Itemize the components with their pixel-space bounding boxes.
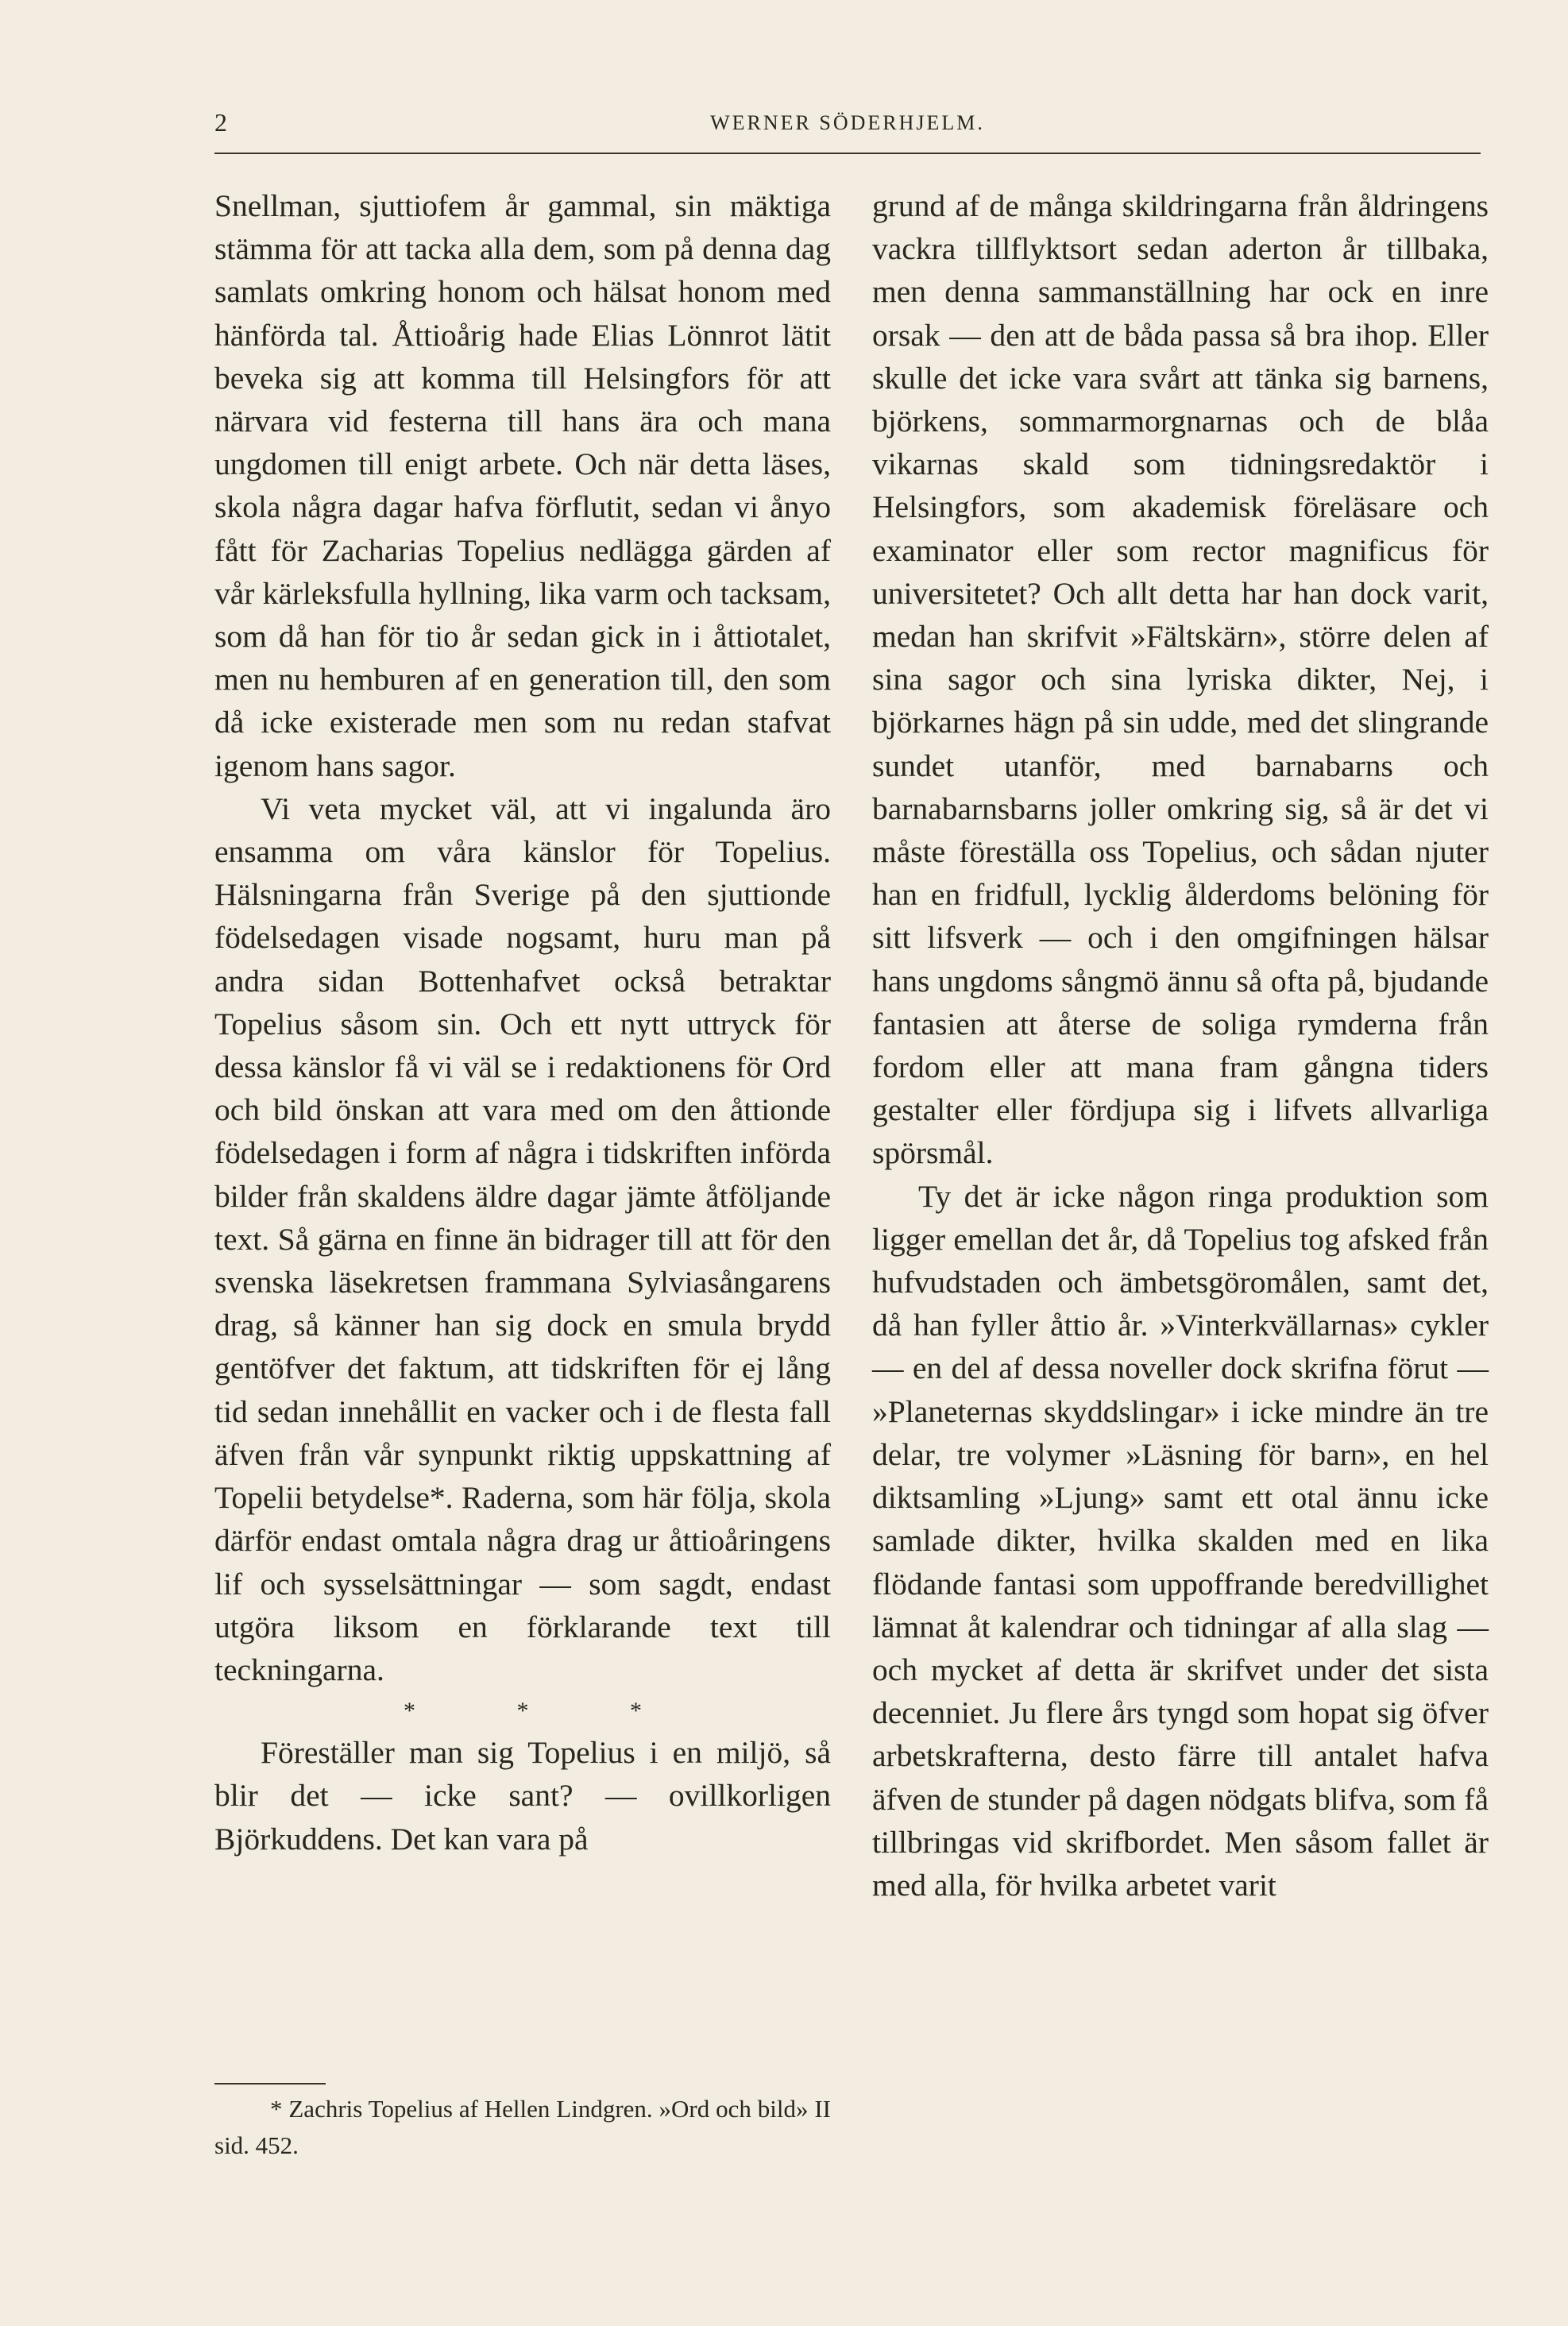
right-column — [872, 184, 1489, 1907]
page-header — [214, 108, 1481, 156]
header-rule — [214, 153, 1481, 154]
running-head: WERNER SÖDERHJELM. — [710, 111, 985, 134]
footnote-rule — [214, 2083, 326, 2085]
left-paragraph-1: Snellman, sjuttiofem år gammal, sin mäktiga stämma för att tacka alla dem, som på denna dag samlats omkring honom och hälsat honom med hänförda tal. Åttioårig hade Elias Lönnrot lätit beveka sig att komma till Helsingfors för att närvara vid festerna till hans ära och mana ungdomen till enigt arbete. Och när detta läses, skola några dagar hafva förflutit, sedan vi ånyo fått för Zacharias Topelius nedlägga gärden af vår kärleksfulla hyllning, lika varm och tacksam, som då han för tio år sedan gick in i åttiotalet, men nu hemburen af en generation till, den som då icke existerade men som nu redan stafvat igenom hans sagor. — [214, 188, 831, 783]
left-column — [214, 184, 831, 1860]
left-paragraph-3: Föreställer man sig Topelius i en miljö, så blir det — icke sant? — ovillkorligen Björkuddens. Det kan vara på — [214, 1735, 831, 1857]
page-number: 2 — [214, 108, 227, 137]
footnote: * Zachris Topelius af Hellen Lindgren. »Ord och bild» II sid. 452. — [214, 2095, 831, 2159]
section-break-asterism: * * * — [404, 1698, 689, 1725]
left-paragraph-2: Vi veta mycket väl, att vi ingalunda äro ensamma om våra känslor för Topelius. Hälsningarna från Sverige på den sjuttionde födelsedagen visade nogsamt, huru man på andra sidan Bottenhafvet också betraktar Topelius såsom sin. Och ett nytt uttryck för dessa känslor få vi väl se i redaktionens för Ord och bild önskan att vara med om den åttionde födelsedagen i form af några i tidskriften införda bilder från skaldens äldre dagar jämte åtföljande text. Så gärna en finne än bidrager till att för den svenska läsekretsen frammana Sylviasångarens drag, så känner han sig dock en smula brydd gentöfver det faktum, att tidskriften för ej lång tid sedan innehållit en vacker och i de flesta fall äfven från vår synpunkt riktig uppskattning af Topelii betydelse*. Raderna, som här följa, skola därför endast omtala några drag ur åttioåringens lif och sysselsättningar — som sagdt, endast utgöra liksom en förklarande text till teckningarna. — [214, 790, 831, 1687]
right-paragraph-2: Ty det är icke någon ringa produktion som ligger emellan det år, då Topelius tog afsked från hufvudstaden och ämbetsgöromålen, samt det, då han fyller åttio år. »Vinterkvällarnas» cykler — en del af dessa noveller dock skrifna förut — »Planeternas skyddslingar» i icke mindre än tre delar, tre volymer »Läsning för barn», en hel diktsamling »Ljung» samt ett otal ännu icke samlade dikter, hvilka skalden med en lika flödande fantasi som uppoffrande beredvillighet lämnat åt kalendrar och tidningar af alla slag — och mycket af detta är skrifvet under det sista decenniet. Ju flere års tyngd som hopat sig öfver arbetskrafterna, desto färre till antalet hafva äfven de stunder på dagen nödgats blifva, som få tillbringas vid skrifbordet. Men såsom fallet är med alla, för hvilka arbetet varit — [872, 1178, 1489, 1903]
right-paragraph-1: grund af de många skildringarna från åldringens vackra tillflyktsort sedan aderton år tillbaka, men denna sammanställning har ock en inre orsak — den att de båda passa så bra ihop. Eller skulle det icke vara svårt att tänka sig barnens, björkens, sommarmorgnarnas och de blåa vikarnas skald som tidningsredaktör i Helsingfors, som akademisk föreläsare och examinator eller som rector magnificus för universitetet? Och allt detta har han dock varit, medan han skrifvit »Fältskärn», större delen af sina sagor och sina lyriska dikter, Nej, i björkarnes hägn på sin udde, med det slingrande sundet utanför, med barnabarns och barnabarnsbarns joller omkring sig, så är det vi måste föreställa oss Topelius, och sådan njuter han en fridfull, lycklig ålderdoms belöning för sitt lifsverk — och i den omgifningen hälsar hans ungdoms sångmö ännu så ofta på, bjudande fantasien att återse de soliga rymderna från fordom eller att mana fram gångna tiders gestalter eller fördjupa sig i lifvets allvarliga spörsmål. — [872, 188, 1489, 1171]
